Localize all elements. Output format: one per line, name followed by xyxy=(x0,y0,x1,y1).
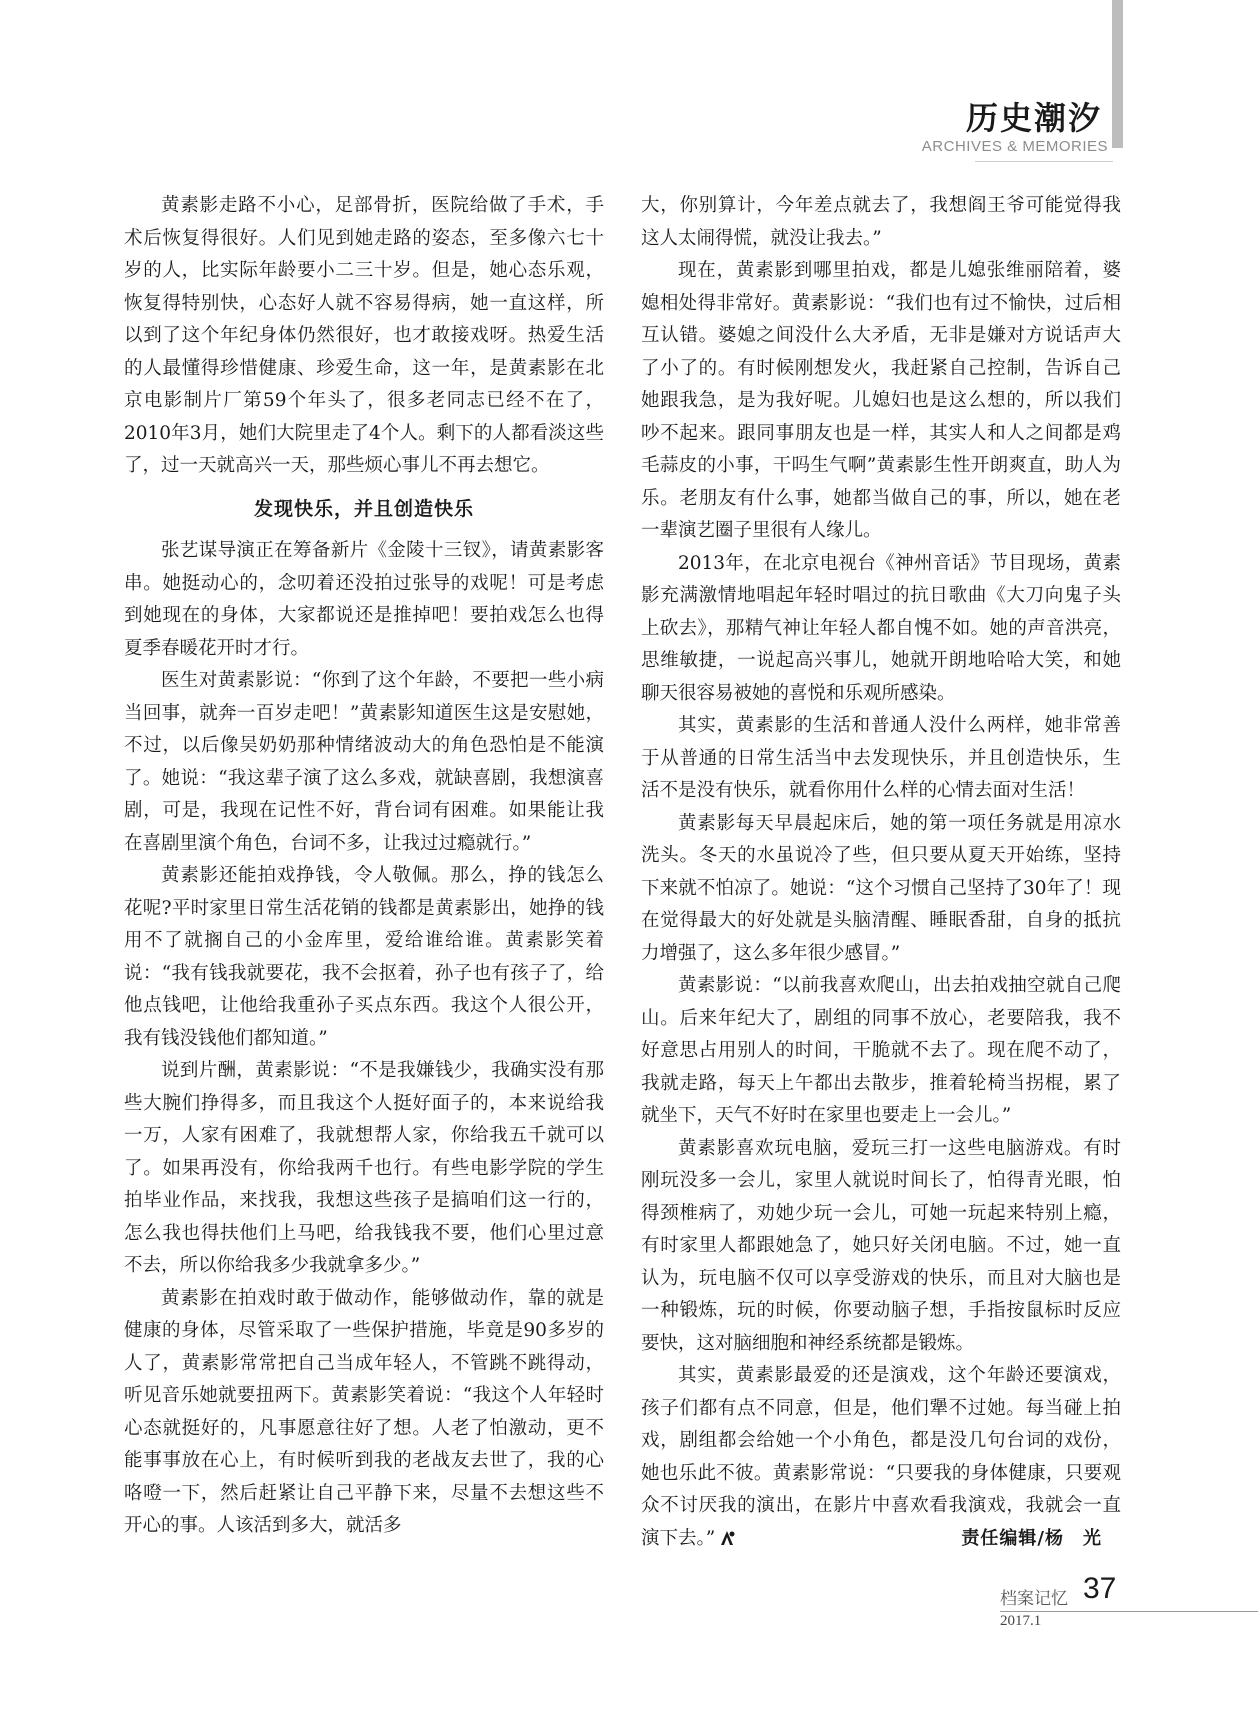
editor-credit: 责任编辑/杨 光 xyxy=(961,1528,1102,1549)
paragraph: 说到片酬，黄素影说：“不是我嫌钱少，我确实没有那些大腕们挣得多，而且我这个人挺好面子的，本来说给我一万，人家有困难了，我就想帮人家，你给我五千就可以了。如果再没有，你给我两千也行。有些电影学院的学生拍毕业作品，来找我，我想这些孩子是搞咱们这一行的，怎么我也得扶他们上马吧，给我钱我不要，他们心里过意不去，所以你给我多少我就拿多少。” xyxy=(124,1060,604,1276)
subheading: 发现快乐，并且创造快乐 xyxy=(253,497,474,520)
paragraph: 黄素影在拍戏时敢于做动作，能够做动作，靠的就是健康的身体，尽管采取了一些保护措施，毕竟是90多岁的人了，黄素影常常把自己当成年轻人，不管跳不跳得动，听见音乐她就要扭两下。黄素影笑着说：“我这个人年轻时心态就挺好的，凡事愿意往好了想。人老了怕激动，更不能事事放在心上，有时候听到我的老战友去世了，我的心咯噔一下，然后赶紧让自己平静下来，尽量不去想这些不开心的事。人该活到多大，就活多 xyxy=(124,1287,604,1536)
paragraph xyxy=(641,1133,1121,1361)
paragraph: 黄素影每天早晨起床后，她的第一项任务就是用凉水洗头。冬天的水虽说冷了些，但只要从夏天开始练，坚持下来就不怕凉了。她说：“这个习惯自己坚持了30年了！现在觉得最大的好处就是头脑清醒、睡眠香甜，自身的抵抗力增强了，这么多年很少感冒。” xyxy=(641,812,1121,964)
section-subtitle: ARCHIVES & MEMORIES xyxy=(921,138,1108,155)
paragraph: 医生对黄素影说：“你到了这个年龄，不要把一些小病当回事，就奔一百岁走吧！”黄素影知道医生这是安慰她，不过，以后像吴奶奶那种情绪波动大的角色恐怕是不能演了。她说：“我这辈子演了这么多戏，就缺喜剧，我想演喜剧，可是，我现在记性不好，背台词有困难。如果能让我在喜剧里演个角色，台词不多，让我过过瘾就行。” xyxy=(124,670,604,854)
footer-rule xyxy=(1000,1611,1258,1612)
last-paragraph-text: 黄素影喜欢玩电脑，爱玩三打一这些电脑游戏。有时刚玩没多一会儿，家里人就说时间长了，怕得青光眼，怕得颈椎病了，劝她少玩一会儿，可她一玩起来特别上瘾，有时家里人都跟她急了，她只好关闭电脑。不过，她一直认为，玩电脑不仅可以享受游戏的快乐，而且对大脑也是一种锻炼，玩的时候，你要动脑子想，手指按鼠标时反应要快，这对脑细胞和神经系统都是锻炼。 xyxy=(641,1137,1121,1354)
paragraph-continued: 大，你别算计，今年差点就去了，我想阎王爷可能觉得我这人太闹得慌，就没让我去。” xyxy=(641,195,1121,249)
paragraph: 黄素影说：“以前我喜欢爬山，出去拍戏抽空就自己爬山。后来年纪大了，剧组的同事不放心，老要陪我，我不好意思占用别人的时间，干脆就不去了。现在爬不动了，我就走路，每天上午都出去散步，推着轮椅当拐棍，累了就坐下，天气不好时在家里也要走上一会儿。” xyxy=(641,975,1121,1126)
paragraph: 现在，黄素影到哪里拍戏，都是儿媳张维丽陪着，婆媳相处得非常好。黄素影说：“我们也有过不愉快，过后相互认错。婆媳之间没什么大矛盾，无非是嫌对方说话声大了小了的。有时候刚想发火，我赶紧自己控制，告诉自己她跟我急，是为我好呢。儿媳妇也是这么想的，所以我们吵不起来。跟同事朋友也是一样，其实人和人之间都是鸡毛蒜皮的小事，干吗生气啊”黄素影生性开朗爽直，助人为乐。老朋友有什么事，她都当做自己的事，所以，她在老一辈演艺圈子里很有人缘儿。 xyxy=(641,260,1121,541)
left-column xyxy=(124,190,604,1543)
final-paragraph-text: 其实，黄素影最爱的还是演戏，这个年龄还要演戏，孩子们都有点不同意，但是，他们犟不过她。每当碰上拍戏，剧组都会给她一个小角色，都是没几句台词的戏份，她也乐此不彼。黄素影常说：“只要我的身体健康，只要观众不讨厌我的演出，在影片中喜欢看我演戏，我就会一直演下去。” xyxy=(641,1365,1121,1549)
paragraph: 其实，黄素影的生活和普通人没什么两样，她非常善于从普通的日常生活当中去发现快乐，并且创造快乐，生活不是没有快乐，就看你用什么样的心情去面对生活！ xyxy=(641,715,1121,801)
paragraph: 黄素影还能拍戏挣钱，令人敬佩。那么，挣的钱怎么花呢?平时家里日常生活花销的钱都是黄素影出，她挣的钱用不了就搁自己的小金库里，爱给谁给谁。黄素影笑着说：“我有钱我就要花，我不会抠着，孙子也有孩子了，给他点钱吧，让他给我重孙子买点东西。我这个人很公开，我有钱没钱他们都知道。” xyxy=(124,865,604,1049)
paragraph: 张艺谋导演正在筹备新片《金陵十三钗》，请黄素影客串。她挺动心的，念叨着还没拍过张导的戏呢！可是考虑到她现在的身体，大家都说还是推掉吧！要拍戏怎么也得夏季春暖花开时才行。 xyxy=(124,540,604,659)
right-column xyxy=(641,190,1121,1555)
header-rule xyxy=(975,161,1113,162)
paragraph: 黄素影走路不小心，足部骨折，医院给做了手术，手术后恢复得很好。人们见到她走路的姿态，至多像六七十岁的人，比实际年龄要小二三十岁。但是，她心态乐观，恢复得特别快，心态好人就不容易得病，她一直这样，所以到了这个年纪身体仍然很好，也才敢接戏呀。热爱生活的人最懂得珍惜健康、珍爱生命，这一年，是黄素影在北京电影制片厂第59个年头了，很多老同志已经不在了，2010年3月，她们大院里走了4个人。剩下的人都看淡这些了，过一天就高兴一天，那些烦心事儿不再去想它。 xyxy=(124,195,604,476)
page-number: 37 xyxy=(1083,1572,1117,1605)
side-accent-bar xyxy=(1112,0,1123,148)
section-title: 历史潮汐 xyxy=(965,99,1102,137)
issue-date: 2017.1 xyxy=(1000,1613,1042,1629)
magazine-name: 档案记忆 xyxy=(1000,1589,1068,1609)
paragraph: 2013年，在北京电视台《神州音话》节目现场，黄素影充满激情地唱起年轻时唱过的抗日歌曲《大刀向鬼子头上砍去》，那精气神让年轻人都自愧不如。她的声音洪亮，思维敏捷，一说起高兴事儿，她就开朗地哈哈大笑，和她聊天很容易被她的喜悦和乐观所感染。 xyxy=(641,552,1121,704)
end-mark-icon xyxy=(719,1530,735,1546)
